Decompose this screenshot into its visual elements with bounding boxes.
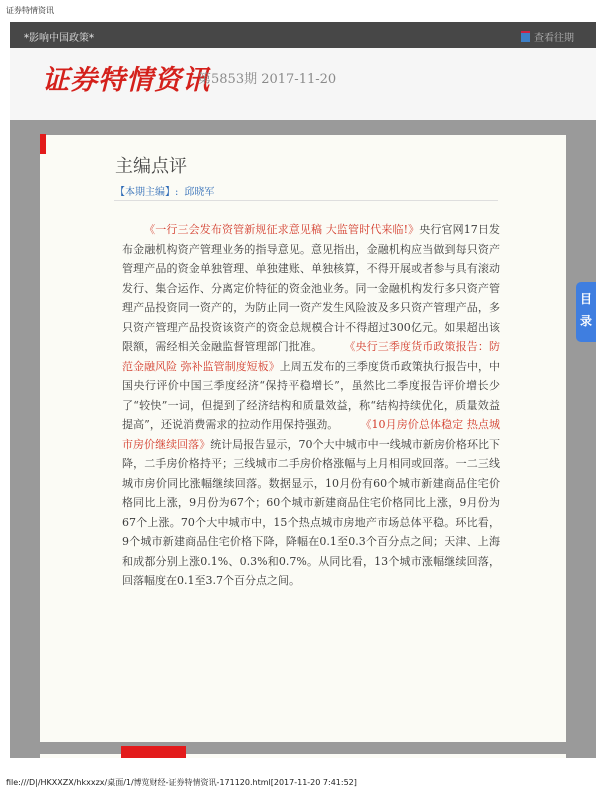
calendar-icon <box>521 31 530 42</box>
editor-name[interactable]: 邱晓军 <box>184 187 215 198</box>
paragraph-text: 统计局报告显示，70个大中城市中一线城市新房价格环比下降，二手房价格持平；三线城市二手房价格涨幅与上月相同或回落。一二三线城市房价同比涨幅继续回落。数据显示，10月份有60个城市新建商品住宅价格同比上涨，9月份为67个；60个城市新建商品住宅价格同比上涨，9月份为67个上涨。70个大中城市中，15个热点城市房地产市场总体平稳。环比看，9个城市新建商品住宅价格下降，降幅在0.1至0.3个百分点之间；天津、上海和成都分别上涨0.1%、0.3%和0.7%。从同比看，13个城市涨幅继续回落，回落幅度在0.1至3.7个百分点之间。 <box>122 437 501 587</box>
masthead <box>10 48 596 120</box>
headline-link[interactable]: 《10月房价总体稳定 热点城市房价继续回落》 <box>122 418 501 451</box>
print-header: 证券特情资讯 <box>6 6 54 15</box>
history-label: 查看往期 <box>534 33 574 44</box>
logo: 证券特情资讯 <box>42 65 210 96</box>
divider <box>114 200 498 201</box>
headline-link[interactable]: 《一行三会发布资管新规征求意见稿 大监管时代来临!》 <box>144 223 420 236</box>
history-link[interactable] <box>521 29 574 44</box>
toc-label-1: 目 <box>579 292 592 306</box>
section-marker <box>40 134 46 154</box>
commentary-text <box>122 220 500 591</box>
editor-line <box>115 183 214 198</box>
newsletter-page <box>10 22 596 758</box>
paragraph-text: 上周五发布的三季度货币政策执行报告中，中国央行评价中国三季度经济“保持平稳增长”，虽然比二季度报告评价增长少了“较快”一词，但提到了经济结构和质量效益，称“结构持续优化，质量效益提高”，还说消费需求的拉动作用保持强劲。 <box>122 359 500 431</box>
top-bar <box>10 22 596 48</box>
paragraph-text: 央行官网17日发布金融机构资产管理业务的指导意见。意见指出，金融机构应当做到每只资产管理产品的资金单独管理、单独建账、单独核算，不得开展或者参与具有滚动发行、集合运作、分离定价特征的资金池业务。同一金融机构发行多只资产管理产品投资同一资产的，为防止同一资产发生风险波及多只资产管理产品，多只资产管理产品投资该资产的资金总规模合计不得超过300亿元。如果超出该限额，需经相关金融监督管理部门批准。 <box>122 223 501 353</box>
next-section-card <box>40 754 566 758</box>
section-title: 主编点评 <box>115 156 187 177</box>
policy-nav-link[interactable]: *影响中国政策* <box>24 33 94 44</box>
headline-link[interactable]: 《央行三季度货币政策报告：防范金融风险 弥补监管制度短板》 <box>122 340 500 373</box>
toc-label-2: 录 <box>579 314 592 328</box>
issue-info: 第5853期 2017-11-20 <box>198 72 337 87</box>
print-footer-path: file:///D|/HKXXZX/hkxxzx/桌面/1/博览财经-证券特情资讯-171120.html[2017-11-20 7:41:52] <box>6 778 357 787</box>
toc-button[interactable] <box>576 282 596 342</box>
next-section-tab <box>121 746 186 758</box>
editor-label: 【本期主编】: <box>115 187 179 198</box>
